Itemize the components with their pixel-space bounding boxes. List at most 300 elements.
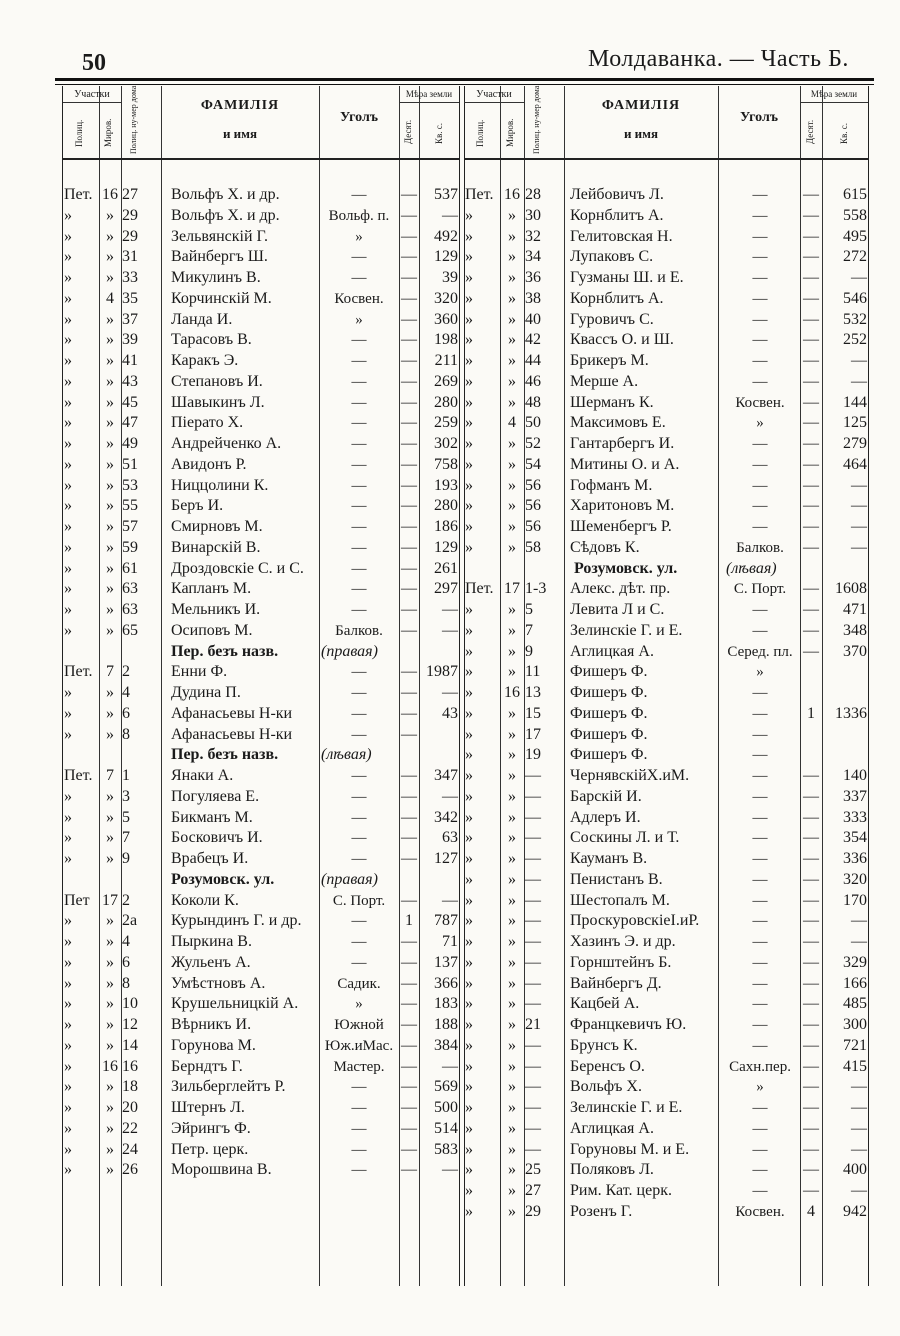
cell-mirov: » [508,601,516,618]
cell-mirov: » [508,269,516,286]
cell-house-number: — [525,953,541,971]
table-row [464,393,868,414]
cell-familiya: Соскины Л. и Т. [570,829,680,847]
cell-familiya: Смирновъ М. [171,518,263,535]
cell-mirov: » [508,725,516,743]
cell-house-number: 32 [525,227,541,245]
cell-house-number: — [525,1057,541,1075]
cell-ugol: — [351,249,367,266]
cell-mirov: » [106,1140,114,1158]
cell-ugol: — [752,249,768,266]
table-row [464,351,868,372]
cell-familiya: Фишеръ Ф. [570,725,648,743]
cell-mirov: » [106,808,114,826]
cell-house-number: 11 [525,663,541,681]
cell-house-number: 33 [122,269,138,286]
cell-kv: 297 [434,580,458,598]
cell-familiya: Зельвянскій Г. [171,227,268,245]
cell-polits: » [465,621,473,639]
cell-desyat: — [803,289,819,307]
cell-mirov: » [508,435,516,452]
cell-house-number: 26 [122,1161,138,1179]
cell-house-number: — [525,787,541,805]
cell-house-number: 50 [525,414,541,432]
cell-kv: — [851,1078,867,1096]
cell-mirov: 16 [102,1057,118,1075]
cell-ugol: — [351,415,367,432]
cell-mirov: » [106,269,114,286]
cell-polits: » [465,414,473,432]
cell-kv: — [442,206,458,224]
header-nomer: Полиц. ну-мер дома [129,85,138,154]
cell-polits: » [64,538,72,556]
cell-ugol: — [351,1141,367,1158]
cell-house-number: 5 [525,601,533,618]
cell-desyat: — [401,331,417,349]
cell-kv: 500 [434,1099,458,1116]
cell-ugol: — [351,788,367,805]
cell-ugol: — [752,934,768,950]
cell-familiya: Вайнбергъ Д. [570,974,662,992]
cell-kv: 272 [843,248,867,266]
cell-desyat: — [803,850,819,867]
cell-desyat: — [401,518,417,535]
cell-familiya: Крушельницкій А. [171,995,299,1013]
header-familiya: ФАМИЛІЯ [200,98,280,113]
table-row [63,455,459,476]
table-row [63,227,459,248]
cell-ugol: Косвен. [334,290,384,307]
cell-desyat: — [401,227,417,245]
table-row [63,891,459,912]
cell-ugol: Косвен. [735,1203,785,1220]
table-row [63,621,459,642]
cell-familiya: Вайнбергъ Ш. [171,248,268,266]
cell-house-number: 1-3 [525,580,547,598]
cell-desyat: — [803,518,819,535]
cell-mirov: » [106,995,114,1013]
table-row [464,621,868,642]
table-row [464,725,868,746]
cell-mirov: » [106,1016,114,1033]
cell-ugol: — [752,270,768,286]
cell-familiya: Адлеръ И. [570,808,641,826]
cell-house-number: — [525,808,541,826]
cell-familiya: Осиповъ М. [171,621,253,639]
table-row [63,310,459,331]
table-row [63,330,459,351]
cell-polits: » [465,331,473,349]
cell-familiya: Фишеръ Ф. [570,704,648,722]
cell-mirov: » [106,393,114,411]
table-row [63,372,459,393]
table-row [63,247,459,268]
cell-familiya: Піерато Х. [171,414,244,432]
cell-kv: 140 [843,767,867,784]
table-row [464,413,868,434]
cell-mirov: 4 [106,289,114,307]
cell-mirov: » [106,912,114,930]
cell-ugol: — [351,685,367,701]
cell-desyat: — [401,684,417,701]
cell-polits: » [64,953,72,971]
table-row [63,1036,459,1057]
cell-mirov: 4 [508,414,516,432]
cell-desyat: — [803,497,819,515]
cell-familiya: Штернъ Л. [171,1099,245,1116]
cell-ugol: — [752,1162,768,1179]
table-row [63,538,459,559]
table-row [464,828,868,849]
cell-ugol: — [752,436,768,452]
cell-desyat: — [803,455,819,473]
cell-house-number: 10 [122,995,138,1013]
cell-familiya: Квассъ О. и Ш. [570,331,674,349]
cell-ugol: — [752,1100,768,1116]
cell-familiya: Мерше А. [570,372,639,390]
cell-house-number: 59 [122,538,138,556]
cell-house-number: 27 [122,186,138,203]
cell-kv: 471 [843,601,867,618]
cell-familiya: Пенистанъ В. [570,870,663,888]
cell-house-number: 61 [122,559,138,577]
cell-desyat: — [803,933,819,950]
cell-kv: — [851,476,867,494]
cell-mirov: 7 [106,663,114,681]
cell-mirov: » [106,850,114,867]
cell-kv: — [442,1161,458,1179]
cell-kv: 127 [434,850,458,867]
cell-house-number: 30 [525,206,541,224]
cell-desyat: — [803,1099,819,1116]
cell-kv: — [442,601,458,618]
cell-kv: 211 [434,352,458,369]
cell-polits: » [64,995,72,1013]
cell-house-number: 2 [122,891,130,909]
cell-kv: 188 [434,1016,458,1033]
cell-polits: » [64,974,72,992]
cell-ugol: — [351,456,367,473]
right-table [464,86,869,1286]
table-row [464,683,868,704]
cell-polits: » [465,310,473,328]
cell-kv: 400 [843,1161,867,1179]
cell-ugol: — [351,768,367,784]
cell-familiya: Пыркина В. [171,933,252,950]
cell-familiya: Фишеръ Ф. [570,746,648,764]
cell-kv: 942 [843,1202,867,1220]
cell-desyat: — [401,704,417,722]
cell-desyat: — [803,1078,819,1096]
cell-kv: 39 [442,269,458,286]
cell-mirov: » [508,1140,516,1158]
cell-familiya: Дроздовскіе С. и С. [171,559,304,577]
cell-ugol: — [351,539,367,556]
cell-familiya: Шестопалъ М. [570,891,670,909]
cell-desyat: — [401,248,417,266]
table-row [464,745,868,766]
cell-ugol: — [351,913,367,930]
cell-familiya: Барскій И. [570,787,642,805]
cell-kv: — [442,1057,458,1075]
cell-ugol: Балков. [335,622,383,639]
cell-desyat: 1 [807,704,815,722]
cell-house-number: 1 [122,767,130,784]
cell-desyat: — [401,352,417,369]
header-uchastki-rule [63,102,121,103]
cell-polits: » [465,372,473,390]
cell-kv: 336 [843,850,867,867]
cell-familiya: Лейбовичъ Л. [570,186,664,203]
cell-mirov: » [508,870,516,888]
cell-familiya: Шеменбергъ Р. [570,518,672,535]
cell-house-number: 5 [122,808,130,826]
cell-house-number: 2 [122,663,130,681]
cell-desyat: — [803,310,819,328]
cell-mirov: » [508,206,516,224]
cell-polits: » [64,289,72,307]
table-row [63,413,459,434]
cell-ugol: » [756,664,764,681]
cell-house-number: 28 [525,186,541,203]
table-row [63,662,459,683]
cell-ugol: — [351,332,367,349]
cell-polits: » [64,580,72,598]
table-row [464,227,868,248]
header-kv: Кв. с. [434,123,444,145]
cell-familiya: Афанасьевы Н-ки [171,704,293,722]
cell-kv: 615 [843,186,867,203]
cell-kv: 280 [434,393,458,411]
cell-familiya: Горуновы М. и Е. [570,1140,690,1158]
cell-mirov: » [508,331,516,349]
cell-ugol: — [351,581,367,598]
table-row [464,538,868,559]
cell-familiya: Берндтъ Г. [171,1057,243,1075]
cell-familiya: Митины О. и А. [570,455,680,473]
cell-ugol: — [351,954,367,971]
cell-ugol: — [351,373,367,390]
cell-polits: » [465,1182,473,1199]
street-name: Пер. безъ назв. [171,642,279,660]
cell-desyat: — [803,331,819,349]
cell-house-number: 2а [122,912,138,930]
cell-mirov: » [508,248,516,266]
cell-polits: » [64,455,72,473]
cell-familiya: Гуровичъ С. [570,310,654,328]
header-uchastki-rule [464,102,524,103]
cell-polits: » [465,497,473,515]
cell-desyat: — [401,186,417,203]
cell-polits: » [465,870,473,888]
cell-polits: » [64,518,72,535]
cell-house-number: 29 [525,1202,541,1220]
cell-familiya: Петр. церк. [171,1140,249,1158]
cell-kv: — [442,787,458,805]
cell-ugol: — [351,519,367,535]
cell-ugol: » [355,996,363,1013]
cell-ugol: — [351,830,367,847]
cell-familiya: Жульенъ А. [171,953,251,971]
cell-ugol: — [752,477,768,494]
cell-kv: — [851,1140,867,1158]
cell-familiya: Зелинскіе Г. и Е. [570,621,683,639]
header-mera-rule [800,102,868,103]
cell-mirov: » [508,1182,516,1199]
cell-desyat: — [803,953,819,971]
cell-ugol: — [752,228,768,245]
cell-familiya: Лупаковъ С. [570,248,654,266]
cell-familiya: Аглицкая А. [570,642,654,660]
cell-polits: » [64,372,72,390]
cell-mirov: » [508,1016,516,1033]
cell-desyat: — [803,642,819,660]
cell-desyat: — [803,787,819,805]
header-mera-rule [399,102,459,103]
cell-kv: 348 [843,621,867,639]
table-row [464,1119,868,1140]
cell-desyat: — [401,621,417,639]
cell-mirov: » [106,352,114,369]
cell-polits: » [465,248,473,266]
cell-ugol: С. Порт. [332,892,386,909]
cell-familiya: Мельникъ И. [171,601,261,618]
cell-ugol: Садик. [337,975,381,992]
cell-house-number: 49 [122,435,138,452]
cell-familiya: Поляковъ Л. [570,1161,654,1179]
cell-house-number: 36 [525,269,541,286]
cell-desyat: — [401,1140,417,1158]
cell-house-number: 46 [525,372,541,390]
cell-mirov: » [106,1119,114,1137]
cell-house-number: 21 [525,1016,541,1033]
street-header-row [63,745,459,766]
cell-kv: 320 [434,289,458,307]
cell-polits: » [465,787,473,805]
table-row [464,808,868,829]
cell-desyat: — [401,601,417,618]
cell-familiya: Ланда И. [171,310,233,328]
cell-kv: — [851,912,867,930]
cell-house-number: 35 [122,289,138,307]
cell-kv: — [851,1099,867,1116]
cell-house-number: 56 [525,518,541,535]
cell-familiya: Погуляева Е. [171,787,260,805]
cell-desyat: — [803,476,819,494]
cell-kv: 71 [442,933,458,950]
cell-desyat: — [803,186,819,203]
table-row [63,911,459,932]
cell-polits: Пет. [465,186,494,203]
cell-house-number: 34 [525,248,541,266]
table-row [464,870,868,891]
cell-kv: 193 [434,476,458,494]
cell-kv: 558 [843,206,867,224]
cell-kv: 583 [434,1140,458,1158]
cell-ugol: — [752,353,768,369]
cell-familiya: Горнштейнъ Б. [570,953,672,971]
cell-polits: » [64,269,72,286]
cell-mirov: » [106,933,114,950]
cell-desyat: — [803,1057,819,1075]
cell-ugol: — [752,1141,768,1158]
cell-desyat: — [401,414,417,432]
cell-mirov: » [508,704,516,722]
cell-house-number: 42 [525,331,541,349]
cell-polits: » [465,206,473,224]
cell-house-number: 3 [122,787,130,805]
cell-polits: » [64,725,72,743]
table-row [63,828,459,849]
cell-desyat: — [401,663,417,681]
cell-familiya: Коколи К. [171,891,239,909]
cell-desyat: — [803,393,819,411]
cell-mirov: » [106,704,114,722]
cell-kv: 259 [434,414,458,432]
cell-polits: » [465,974,473,992]
cell-house-number: 31 [122,248,138,266]
cell-ugol: Южной [334,1017,384,1033]
cell-house-number: 19 [525,746,541,764]
cell-polits: » [465,912,473,930]
cell-house-number: — [525,995,541,1013]
cell-mirov: » [106,787,114,805]
cell-house-number: 29 [122,227,138,245]
street-side: (правая) [321,642,378,660]
table-row [464,330,868,351]
cell-mirov: » [106,1036,114,1054]
cell-mirov: » [508,642,516,660]
table-row [464,766,868,787]
cell-polits: » [64,206,72,224]
cell-ugol: С. Порт. [733,581,787,598]
cell-familiya: Эйрингъ Ф. [171,1119,251,1137]
table-row [63,808,459,829]
table-row [63,994,459,1015]
cell-ugol: — [752,830,768,847]
table-row [63,1160,459,1181]
table-row [63,1057,459,1078]
cell-polits: » [64,227,72,245]
cell-house-number: 8 [122,974,130,992]
cell-familiya: Кацбей А. [570,995,640,1013]
cell-house-number: 56 [525,497,541,515]
cell-familiya: Левита Л и С. [570,601,665,618]
cell-familiya: Микулинъ В. [171,269,261,286]
cell-ugol: — [351,187,367,203]
cell-familiya: Аглицкая А. [570,1119,654,1137]
cell-desyat: — [803,995,819,1013]
cell-desyat: — [401,1036,417,1054]
cell-kv: 347 [434,767,458,784]
table-row [464,1036,868,1057]
cell-desyat: — [803,621,819,639]
cell-desyat: — [803,891,819,909]
cell-polits: » [465,1099,473,1116]
cell-mirov: » [508,1036,516,1054]
cell-ugol: — [351,934,367,950]
cell-mirov: » [106,455,114,473]
cell-ugol: — [351,394,367,411]
table-row [63,185,459,206]
cell-kv: 269 [434,372,458,390]
cell-mirov: » [106,497,114,515]
cell-ugol: — [752,954,768,971]
table-row [464,247,868,268]
cell-mirov: » [508,1161,516,1179]
cell-familiya: Морошвина В. [171,1161,272,1179]
cell-desyat: — [401,1057,417,1075]
